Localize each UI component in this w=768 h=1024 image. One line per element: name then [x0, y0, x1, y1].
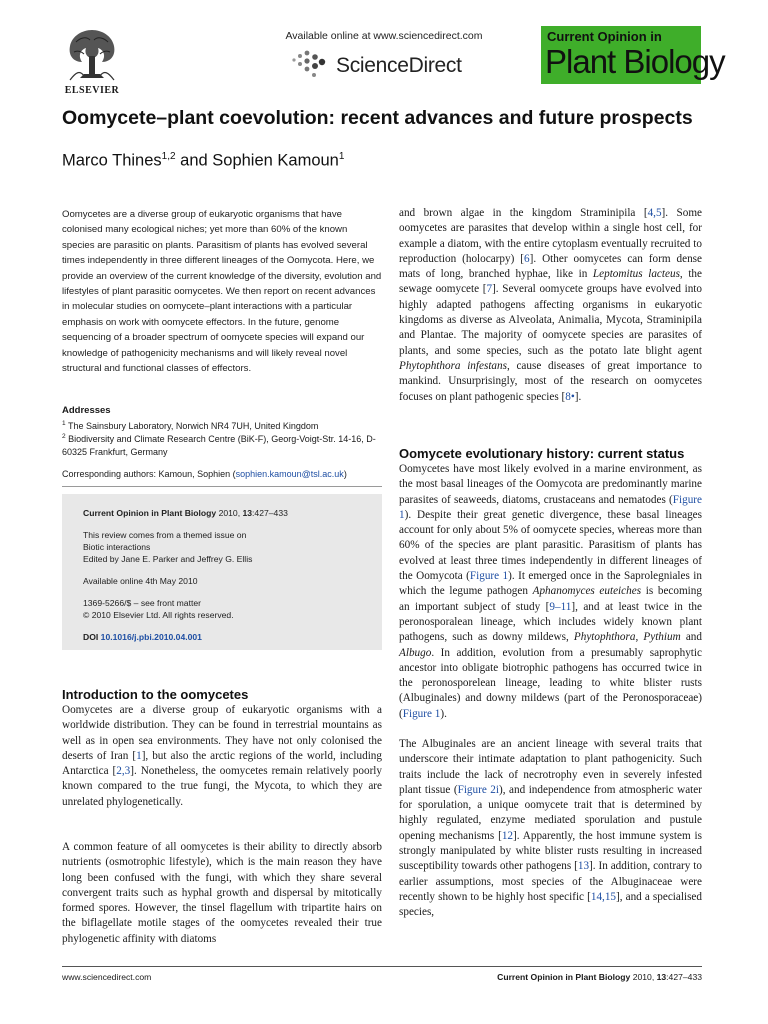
- citation-link[interactable]: 6: [524, 252, 530, 265]
- species-name: Phytophthora infestans: [399, 359, 507, 372]
- corresponding-authors: [62, 468, 382, 480]
- text-run: ]. Some oomycetes are parasites that develop within a single host cell, for example a diatom, with the entire cytoplasm eventually recruited to reproduction (holocarpy) [: [399, 207, 702, 265]
- info-theme-intro: This review comes from a themed issue on: [83, 530, 247, 540]
- corresponding-email-link[interactable]: sophien.kamoun@tsl.ac.uk: [235, 469, 344, 479]
- author-list: [62, 151, 344, 171]
- address-item: [62, 431, 382, 458]
- address-number: 1: [62, 420, 66, 427]
- citation-link[interactable]: 1: [136, 749, 142, 762]
- genus-name: Pythium: [643, 631, 681, 644]
- info-year: 2010,: [216, 508, 243, 518]
- address-text: Biodiversity and Climate Research Centre (BiK-F), Georg-Voigt-Str. 14-16, D-60325 Frankfurt, Germany: [62, 434, 376, 457]
- article-info-box: [62, 494, 382, 650]
- text-run: ], and a specialised species,: [399, 890, 702, 919]
- text-run: ]. Several oomycete groups have evolved into highly adapted pathogens affecting organisms in eukaryotic kingdoms as diverse as Alveolata, Animalia, Mycota, Straminipila and Plantae. The majority of oomycete species are parasites of plants, and some species, such as the potato late blight agent: [399, 283, 702, 357]
- figure-link[interactable]: Figure 1: [399, 493, 702, 521]
- citation-link[interactable]: 4,5: [647, 207, 662, 219]
- abstract: Oomycetes are a diverse group of eukaryotic organisms that have colonised many ecological niches; yet more than 60% of the known species are parasitic on plants. Parasitism of plants has evolved several times independently in three different lineages of the Oomycota. Here, we provide an overview of the current knowledge of the diversity, evolution and lifestyles of plant parasitic oomycetes. We then report on recent advances in molecular studies on oomycete–plant interactions with a particular emphasis on work with oomycete effectors. In the future, genome sequencing of a broader spectrum of oomycete species will expand our knowledge of pathogenicity mechanisms and will likely reveal novel structural and functional classes of effectors.: [62, 209, 382, 375]
- figure-link[interactable]: Figure 1: [402, 707, 441, 720]
- elsevier-logo-text: ELSEVIER: [64, 85, 120, 96]
- available-online-text: Available online at www.sciencedirect.com: [285, 30, 483, 42]
- citation-link[interactable]: 9–11: [549, 600, 572, 613]
- citation-link[interactable]: 7: [486, 283, 493, 296]
- info-journal: Current Opinion in Plant Biology: [83, 508, 217, 518]
- text-run: The Albuginales are an ancient lineage with several traits that underscore their intimate adaptation to plant pathogenicity. Such traits include the lack of necrotrophy even in severely infested plant tissue (: [399, 738, 702, 796]
- sciencedirect-wordmark: ScienceDirect: [336, 54, 462, 77]
- corresponding-prefix: Corresponding authors: Kamoun, Sophien (: [62, 469, 236, 479]
- text-run: , the sewage oomycete [: [399, 268, 702, 296]
- citation-link[interactable]: 2,3: [116, 765, 131, 778]
- journal-banner: [541, 26, 725, 84]
- body-paragraph: [399, 462, 702, 722]
- footer-volume: 13: [656, 972, 667, 982]
- addresses-heading: Addresses: [62, 405, 111, 416]
- info-editors: Edited by Jane E. Parker and Jeffrey G. Ellis: [83, 554, 253, 564]
- section-divider: [62, 486, 382, 487]
- text-run: ). Despite their great genetic divergence, these basal lineages account for only about 5% of oomycete species, whereas more than 60% of the species are plant parasitic. Parasitism of plants has evolved at least three times independently in different lineages of the Oomycota (: [399, 508, 702, 583]
- species-name: Aphanomyces euteiches: [532, 585, 642, 598]
- info-volume: 13: [242, 508, 253, 518]
- info-issn: 1369-5266/$ – see front matter: [83, 598, 202, 608]
- journal-banner-line2: Plant Biology: [545, 43, 725, 80]
- text-run: and: [680, 631, 702, 644]
- body-paragraph: [399, 737, 702, 921]
- citation-link[interactable]: 8•: [565, 390, 575, 403]
- text-run: ]. Nonetheless, the oomycetes remain relatively poorly known compared to the true fungi, the Mycota, to which they are unrelated phylogenetically.: [62, 765, 382, 808]
- figure-link[interactable]: Figure 2i: [457, 783, 500, 796]
- species-name: Leptomitus lacteus: [592, 268, 680, 281]
- info-copyright: © 2010 Elsevier Ltd. All rights reserved.: [83, 610, 234, 620]
- info-theme-name: Biotic interactions: [83, 542, 151, 552]
- info-pages: :427–433: [252, 508, 288, 518]
- author-joiner: and: [175, 151, 213, 170]
- info-available-online: Available online 4th May 2010: [83, 576, 198, 586]
- body-paragraph: [399, 206, 702, 405]
- text-run: ), and independence from atmospheric water for sporulation, a unique oomycete trait that is determined by highly regulated, enzyme mediated sporulation and pustule opening mechanisms [: [399, 783, 702, 842]
- author-affiliation: 1,2: [161, 151, 176, 162]
- info-citation: [83, 508, 288, 518]
- footer-website-link[interactable]: www.sciencedirect.com: [62, 972, 152, 982]
- citation-link[interactable]: 14,15: [590, 890, 617, 903]
- text-run: ]. In addition, contrary to earlier assumptions, most species of the Albuginaceae were recently shown to be highly host specific [: [399, 860, 702, 903]
- text-run: ], but also the arctic regions of the world, including Antarctica [: [62, 749, 382, 778]
- body-paragraph: [62, 703, 382, 810]
- genus-name: Phytophthora: [573, 631, 636, 644]
- text-run: is becoming an important subject of study [: [399, 585, 702, 613]
- text-run: ], and at least twice in the peronosporalean lineage, which includes widely known plant pathogens, such as downy mildews,: [399, 600, 702, 644]
- text-run: ].: [574, 390, 582, 403]
- body-paragraph: A common feature of all oomycetes is their ability to directly absorb nutrients (osmotrophic lifestyle), which is the main reason they have long been confused with the fungi, with which they share several convergent traits such as hyphal growth and dispersal by mitotically formed spores. However, the tinsel flagellum with tripartite hairs on the biflagellate motile stages of the oomycetes revealed their true phylogenetic affinity with diatoms: [62, 841, 382, 945]
- address-text: The Sainsbury Laboratory, Norwich NR4 7UH, United Kingdom: [67, 421, 319, 431]
- text-run: , cause diseases of great importance to mankind. Unsurprisingly, most of the research on oomycetes focuses on plant pathogenic species [: [399, 359, 702, 403]
- address-number: 2: [62, 433, 66, 440]
- text-run: Oomycetes are a diverse group of eukaryotic organisms with a worldwide distribution. They can be found in terrestrial mountains as well as in open sea environments. They have not only colonised the deserts of Iran [: [62, 704, 382, 762]
- section-heading-introduction: Introduction to the oomycetes: [62, 687, 249, 702]
- footer-journal: Current Opinion in Plant Biology: [497, 972, 631, 982]
- sciencedirect-dots-icon: [290, 48, 330, 78]
- corresponding-suffix: ): [343, 469, 347, 479]
- info-doi: [83, 632, 202, 642]
- text-run: ). It emerged once in the Saprolegniales in which the legume pathogen: [399, 570, 702, 598]
- text-run: ,: [635, 631, 644, 644]
- author-name: Sophien Kamoun: [212, 151, 339, 170]
- text-run: ]. Apparently, the host immune system is strongly manipulated by white blister rusts resulting in increased susceptibility towards other pathogens [: [399, 829, 703, 873]
- text-run: Oomycetes have most likely evolved in a marine environment, as the most basal lineages of the Oomycota are predominantly marine parasites of seaweeds, diatoms, crustaceans and nematodes (: [399, 463, 702, 506]
- text-run: and brown algae in the kingdom Straminipila [: [399, 207, 648, 219]
- footer-citation: [497, 972, 702, 982]
- article-title: Oomycete–plant coevolution: recent advances and future prospects: [62, 107, 693, 129]
- author-name: Marco Thines: [62, 151, 162, 170]
- footer-year: 2010,: [630, 972, 657, 982]
- figure-link[interactable]: Figure 1: [469, 570, 509, 583]
- citation-link[interactable]: 13: [577, 860, 590, 873]
- doi-link[interactable]: 10.1016/j.pbi.2010.04.001: [100, 632, 202, 642]
- genus-name: Albugo: [399, 646, 432, 659]
- text-run: . In addition, evolution from a presumably saprophytic ancestor into obligate biotrophic pathogens has occurred twice in the peronosporelean lineage, leading to white blister rusts (Albuginales) and downy mildews (part of the Peronosporaceae) (: [399, 646, 702, 720]
- journal-banner-line1: Current Opinion in: [547, 29, 662, 44]
- footer-rule: [62, 966, 702, 967]
- author-affiliation: 1: [338, 151, 345, 162]
- section-heading-evolutionary-history: Oomycete evolutionary history: current status: [399, 446, 685, 461]
- text-run: ).: [440, 707, 447, 720]
- doi-label: DOI: [83, 632, 101, 642]
- text-run: ]. Other oomycetes can form dense mats of long, branched hyphae, like in: [399, 252, 702, 281]
- citation-link[interactable]: 12: [501, 829, 513, 842]
- footer-pages: :427–433: [666, 972, 702, 982]
